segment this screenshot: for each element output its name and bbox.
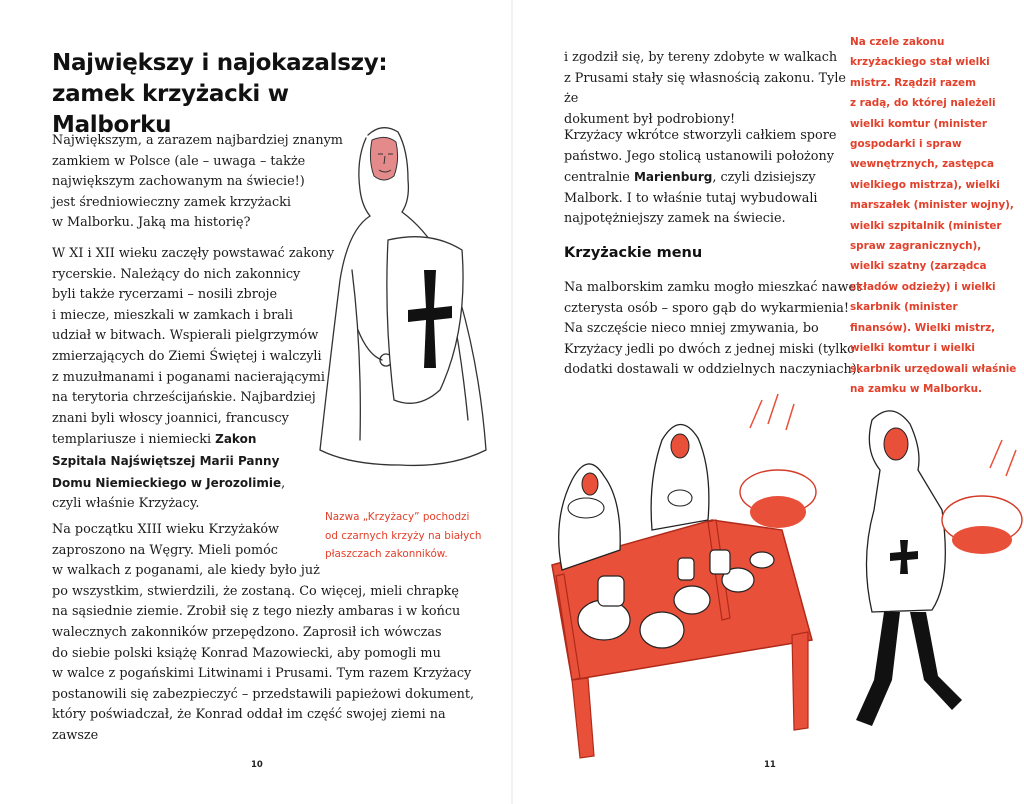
right-paragraph-2 — [564, 126, 854, 230]
knight-face — [370, 137, 397, 180]
left-paragraph-2-end: , czyli właśnie Krzyżacy. — [52, 475, 286, 512]
knight-caption: Nazwa „Krzyżacy” pochodzi od czarnych krzyży na białych płaszczach zakonników. — [325, 511, 482, 561]
order-name-bold: Zakon Szpitala Najświętszej Marii Panny Domu Niemieckiego w Jerozolimie — [52, 432, 282, 490]
right-page — [512, 0, 1024, 804]
marienburg-bold: Marienburg — [633, 170, 713, 185]
left-paragraph-2-start: W XI i XII wieku zaczęły powstawać zakony rycerskie. Należący do nich zakonnicy byli także rycerzami – nosili zbroje i miecze, mieszkali w zamkach i brali udział w bitwach. Wspierali pielgrzymów zmierzających do Ziemi Świętej i walczyli z muzułmanami i poganami nacierającymi na terytoria chrześcijańskie. Najbardziej znani byli włoscy joannici, francuscy templariusze i niemiecki — [52, 246, 335, 448]
grand-master-sidenote: Na czele zakonu krzyżackiego stał wielki mistrz. Rządził razem z radą, do której należeli wielki komtur (minister gospodarki i spraw wewnętrznych, zastępca wielkiego mistrza), wielki marszałek (minister wojny), wielki szpitalnik (minister spraw zagranicznych), wielki szatny (zarządca składów odzieży) i wielki skarbnik (minister finansów). Wielki mistrz, wielki komtur i wielki skarbnik urzędowali właśnie na zamku w Malborku. — [850, 36, 1017, 395]
right-paragraph-2-end: , czyli dzisiejszy Malbork. I to właśnie tutaj wybudowali najpotężniejszy zamek na świecie. — [564, 170, 818, 227]
page-number-left: 10 — [251, 760, 263, 770]
walker-face — [884, 428, 908, 460]
right-paragraph-1: i zgodził się, by tereny zdobyte w walkach z Prusami stały się własnością zakonu. Tyle że dokument był podrobiony! — [564, 50, 847, 127]
left-paragraph-3: Na początku XIII wieku Krzyżaków zaproszono na Węgry. Mieli pomóc w walkach z poganami, ale kiedy było już po wszystkim, stwierdzili, że zostaną. Co więcej, mieli chrapkę na sąsiednie ziemie. Zrobił się z tego niezły ambaras i w końcu walecznych zakonników przepędzono. Zaprosił ich wówczas do siebie polski książę Konrad Mazowiecki, aby pomogli mu w walce z pogańskimi Litwinami i Prusami. Tym razem Krzyżacy postanowili się zabezpieczyć – przedstawili papieżowi dokument, który poświadczał, że Konrad oddał im część swojej ziemi na zawsze — [52, 522, 475, 743]
knight-illustration — [290, 120, 510, 510]
right-paragraph-3: Na malborskim zamku mogło mieszkać nawet czterysta osób – sporo gąb do wykarmienia! Na szczęście nieco mniej zmywania, bo Krzyżacy jedli po dwóch z jednej miski (tylko dodatki dostawali w oddzielnych naczyniach). — [564, 280, 862, 378]
page-title: Największy i najokazalszy: zamek krzyżacki w Malborku — [52, 50, 388, 138]
left-paragraph-1: Największym, a zarazem najbardziej znanym zamkiem w Polsce (ale – uwaga – także największym zachowanym na świecie!) jest średniowieczny zamek krzyżacki w Malborku. Jaką ma historię? — [52, 133, 343, 231]
page-number-right: 11 — [764, 760, 776, 770]
feast-illustration — [512, 380, 1024, 760]
right-paragraph-2-start: Krzyżacy wkrótce stworzyli całkiem spore państwo. Jego stolicą ustanowili położony centralnie — [564, 128, 837, 186]
section-heading: Krzyżackie menu — [564, 245, 703, 261]
